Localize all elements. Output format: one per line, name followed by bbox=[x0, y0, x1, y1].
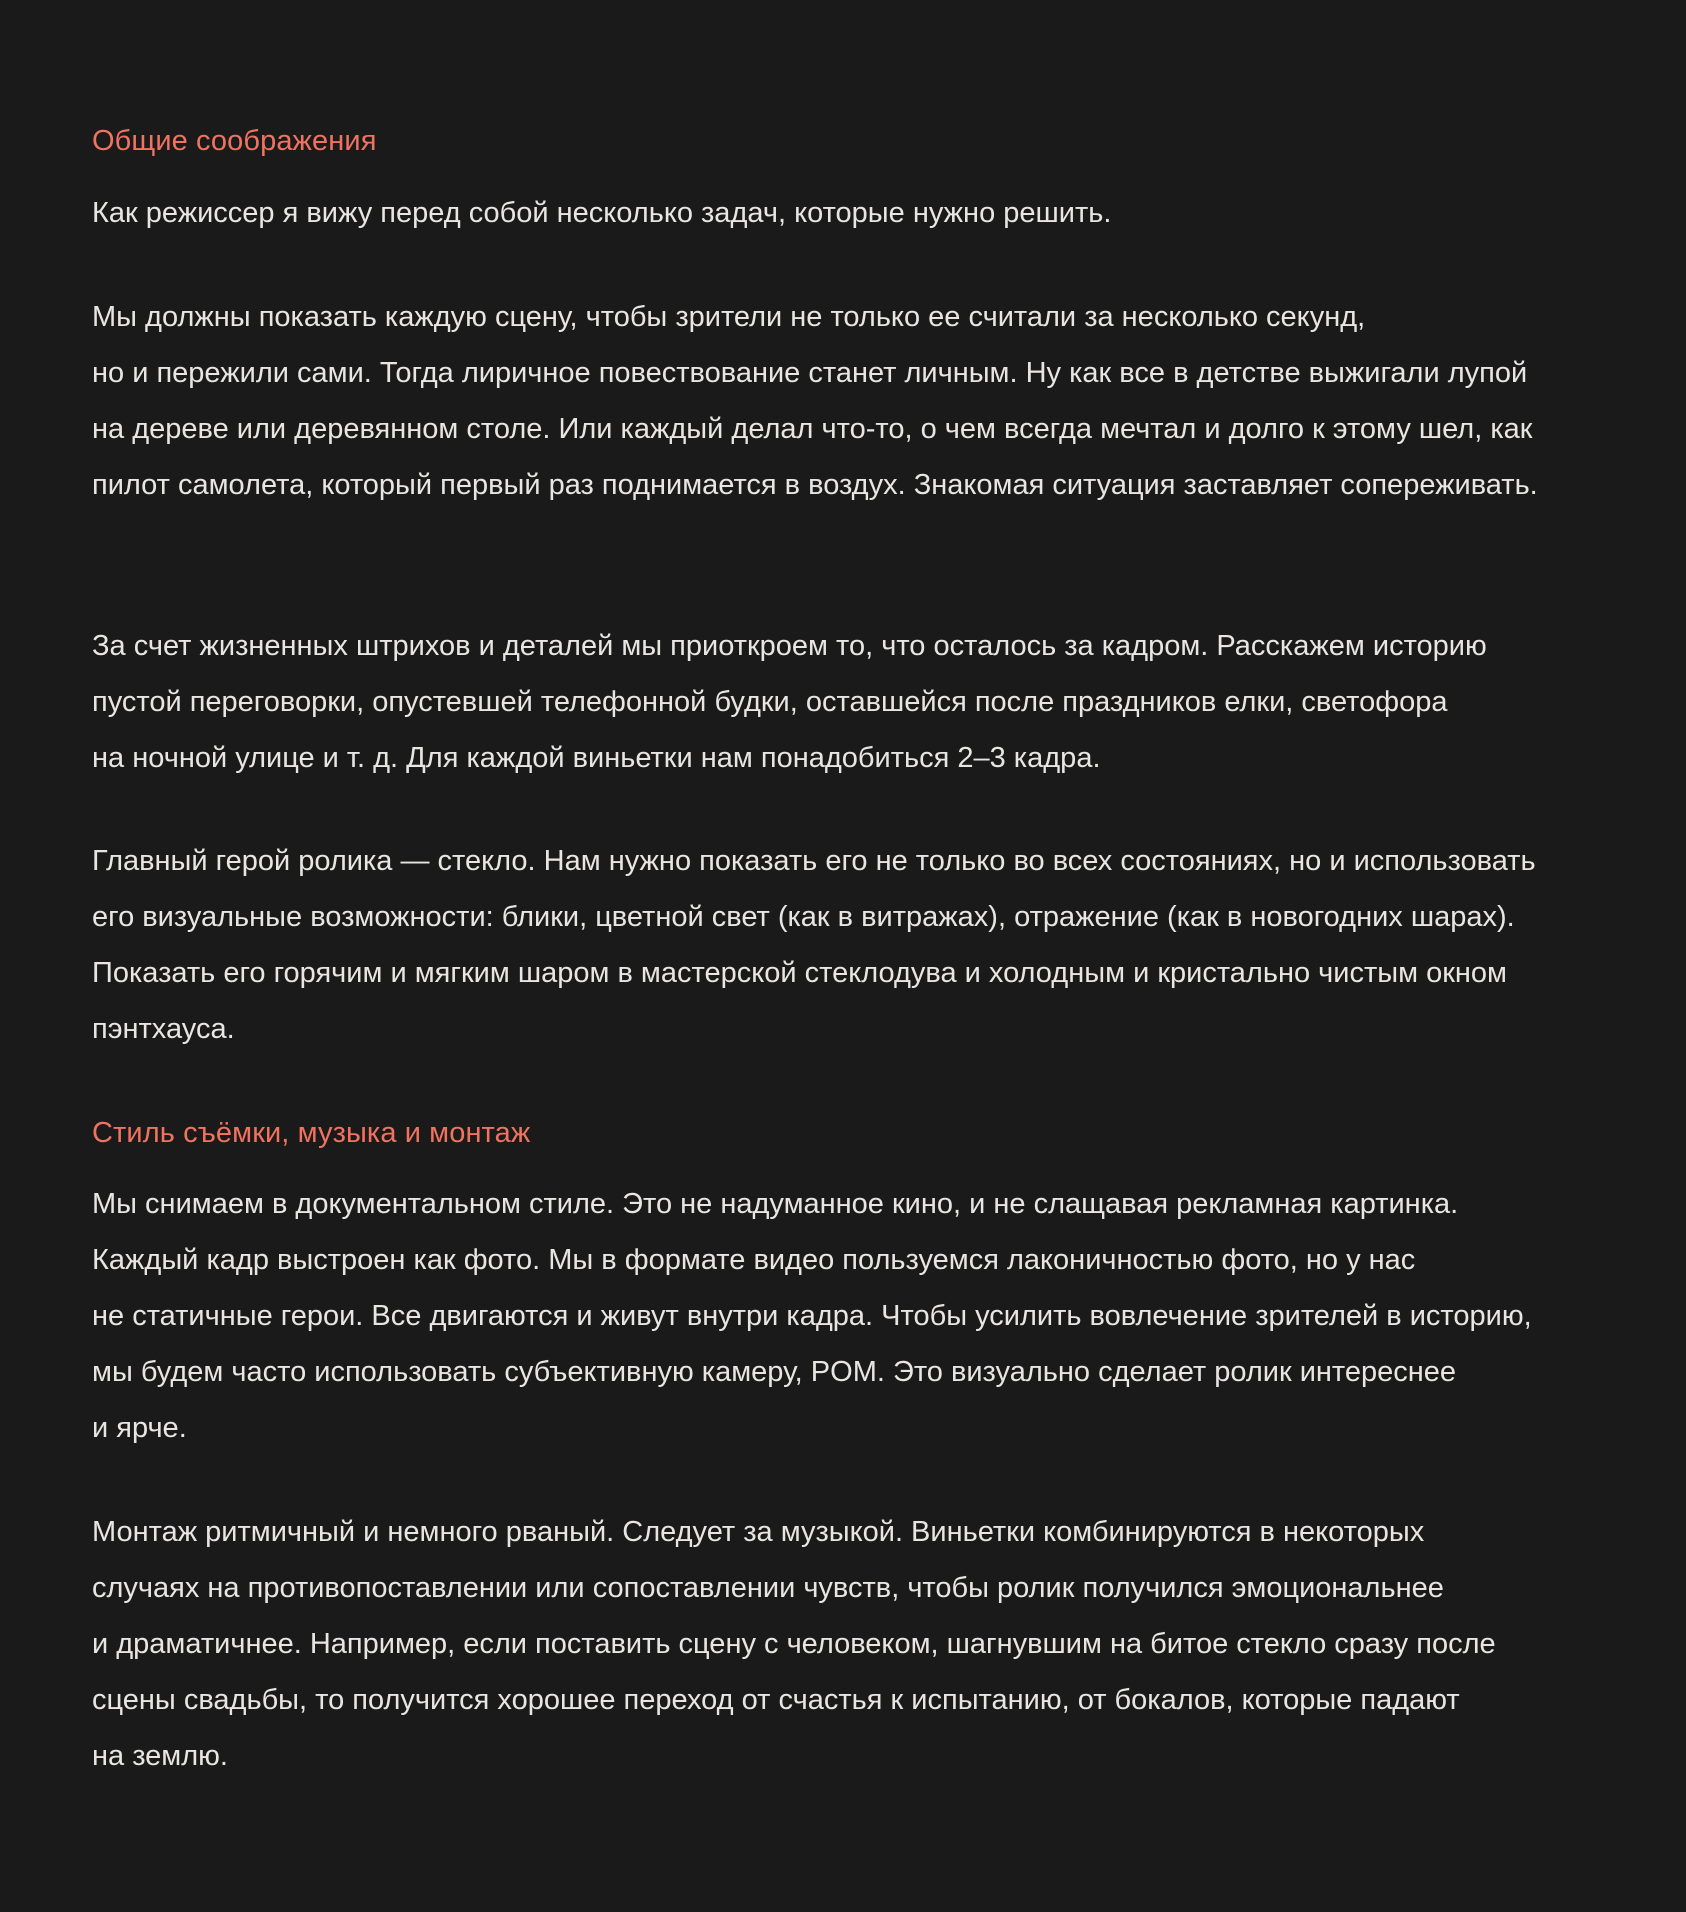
text-line: Мы должны показать каждую сцену, чтобы зрители не только ее считали за несколько секунд, bbox=[92, 301, 1366, 333]
text-line: За счет жизненных штрихов и деталей мы приоткроем то, что осталось за кадром. Расскажем историю bbox=[92, 630, 1487, 662]
text-line: на землю. bbox=[92, 1740, 228, 1772]
text-line: мы будем часто использовать субъективную камеру, POM. Это визуально сделает ролик интереснее bbox=[92, 1356, 1457, 1388]
paragraph-scenes bbox=[92, 289, 1538, 513]
text-line: пустой переговорки, опустевшей телефонной будки, оставшейся после праздников елки, светофора bbox=[92, 686, 1448, 718]
text-line: но и пережили сами. Тогда лиричное повествование станет личным. Ну как все в детстве выжигали лупой bbox=[92, 357, 1528, 389]
paragraph-details bbox=[92, 618, 1487, 786]
text-line: Как режиссер я вижу перед собой несколько задач, которые нужно решить. bbox=[92, 197, 1112, 229]
section-heading-style: Стиль съёмки, музыка и монтаж bbox=[92, 1117, 531, 1149]
text-line: Монтаж ритмичный и немного рваный. Следует за музыкой. Виньетки комбинируются в некоторых bbox=[92, 1516, 1425, 1548]
text-line: на дереве или деревянном столе. Или каждый делал что-то, о чем всегда мечтал и долго к этому шел, как bbox=[92, 413, 1533, 445]
text-line: его визуальные возможности: блики, цветной свет (как в витражах), отражение (как в новогодних шарах). bbox=[92, 901, 1515, 933]
text-line: и драматичнее. Например, если поставить сцену с человеком, шагнувшим на битое стекло сразу после bbox=[92, 1628, 1496, 1660]
text-line: и ярче. bbox=[92, 1412, 187, 1444]
paragraph-shooting-style bbox=[92, 1176, 1532, 1456]
paragraph-editing bbox=[92, 1504, 1496, 1784]
text-line: на ночной улице и т. д. Для каждой виньетки нам понадобиться 2–3 кадра. bbox=[92, 742, 1101, 774]
text-line: Мы снимаем в документальном стиле. Это не надуманное кино, и не слащавая рекламная картинка. bbox=[92, 1188, 1459, 1220]
text-line: пэнтхауса. bbox=[92, 1013, 235, 1045]
text-line: Показать его горячим и мягким шаром в мастерской стеклодува и холодным и кристально чистым окном bbox=[92, 957, 1507, 989]
paragraph-glass-hero bbox=[92, 833, 1536, 1057]
text-line: сцены свадьбы, то получится хорошее переход от счастья к испытанию, от бокалов, которые падают bbox=[92, 1684, 1460, 1716]
text-line: случаях на противопоставлении или сопоставлении чувств, чтобы ролик получился эмоциональнее bbox=[92, 1572, 1444, 1604]
paragraph-intro bbox=[92, 185, 1111, 241]
text-line: Главный герой ролика — стекло. Нам нужно показать его не только во всех состояниях, но и использовать bbox=[92, 845, 1536, 877]
text-line: Каждый кадр выстроен как фото. Мы в формате видео пользуемся лаконичностью фото, но у нас bbox=[92, 1244, 1416, 1276]
section-heading-general: Общие соображения bbox=[92, 125, 377, 157]
text-line: пилот самолета, который первый раз поднимается в воздух. Знакомая ситуация заставляет сопереживать. bbox=[92, 469, 1538, 501]
text-line: не статичные герои. Все двигаются и живут внутри кадра. Чтобы усилить вовлечение зрителей в историю, bbox=[92, 1300, 1532, 1332]
